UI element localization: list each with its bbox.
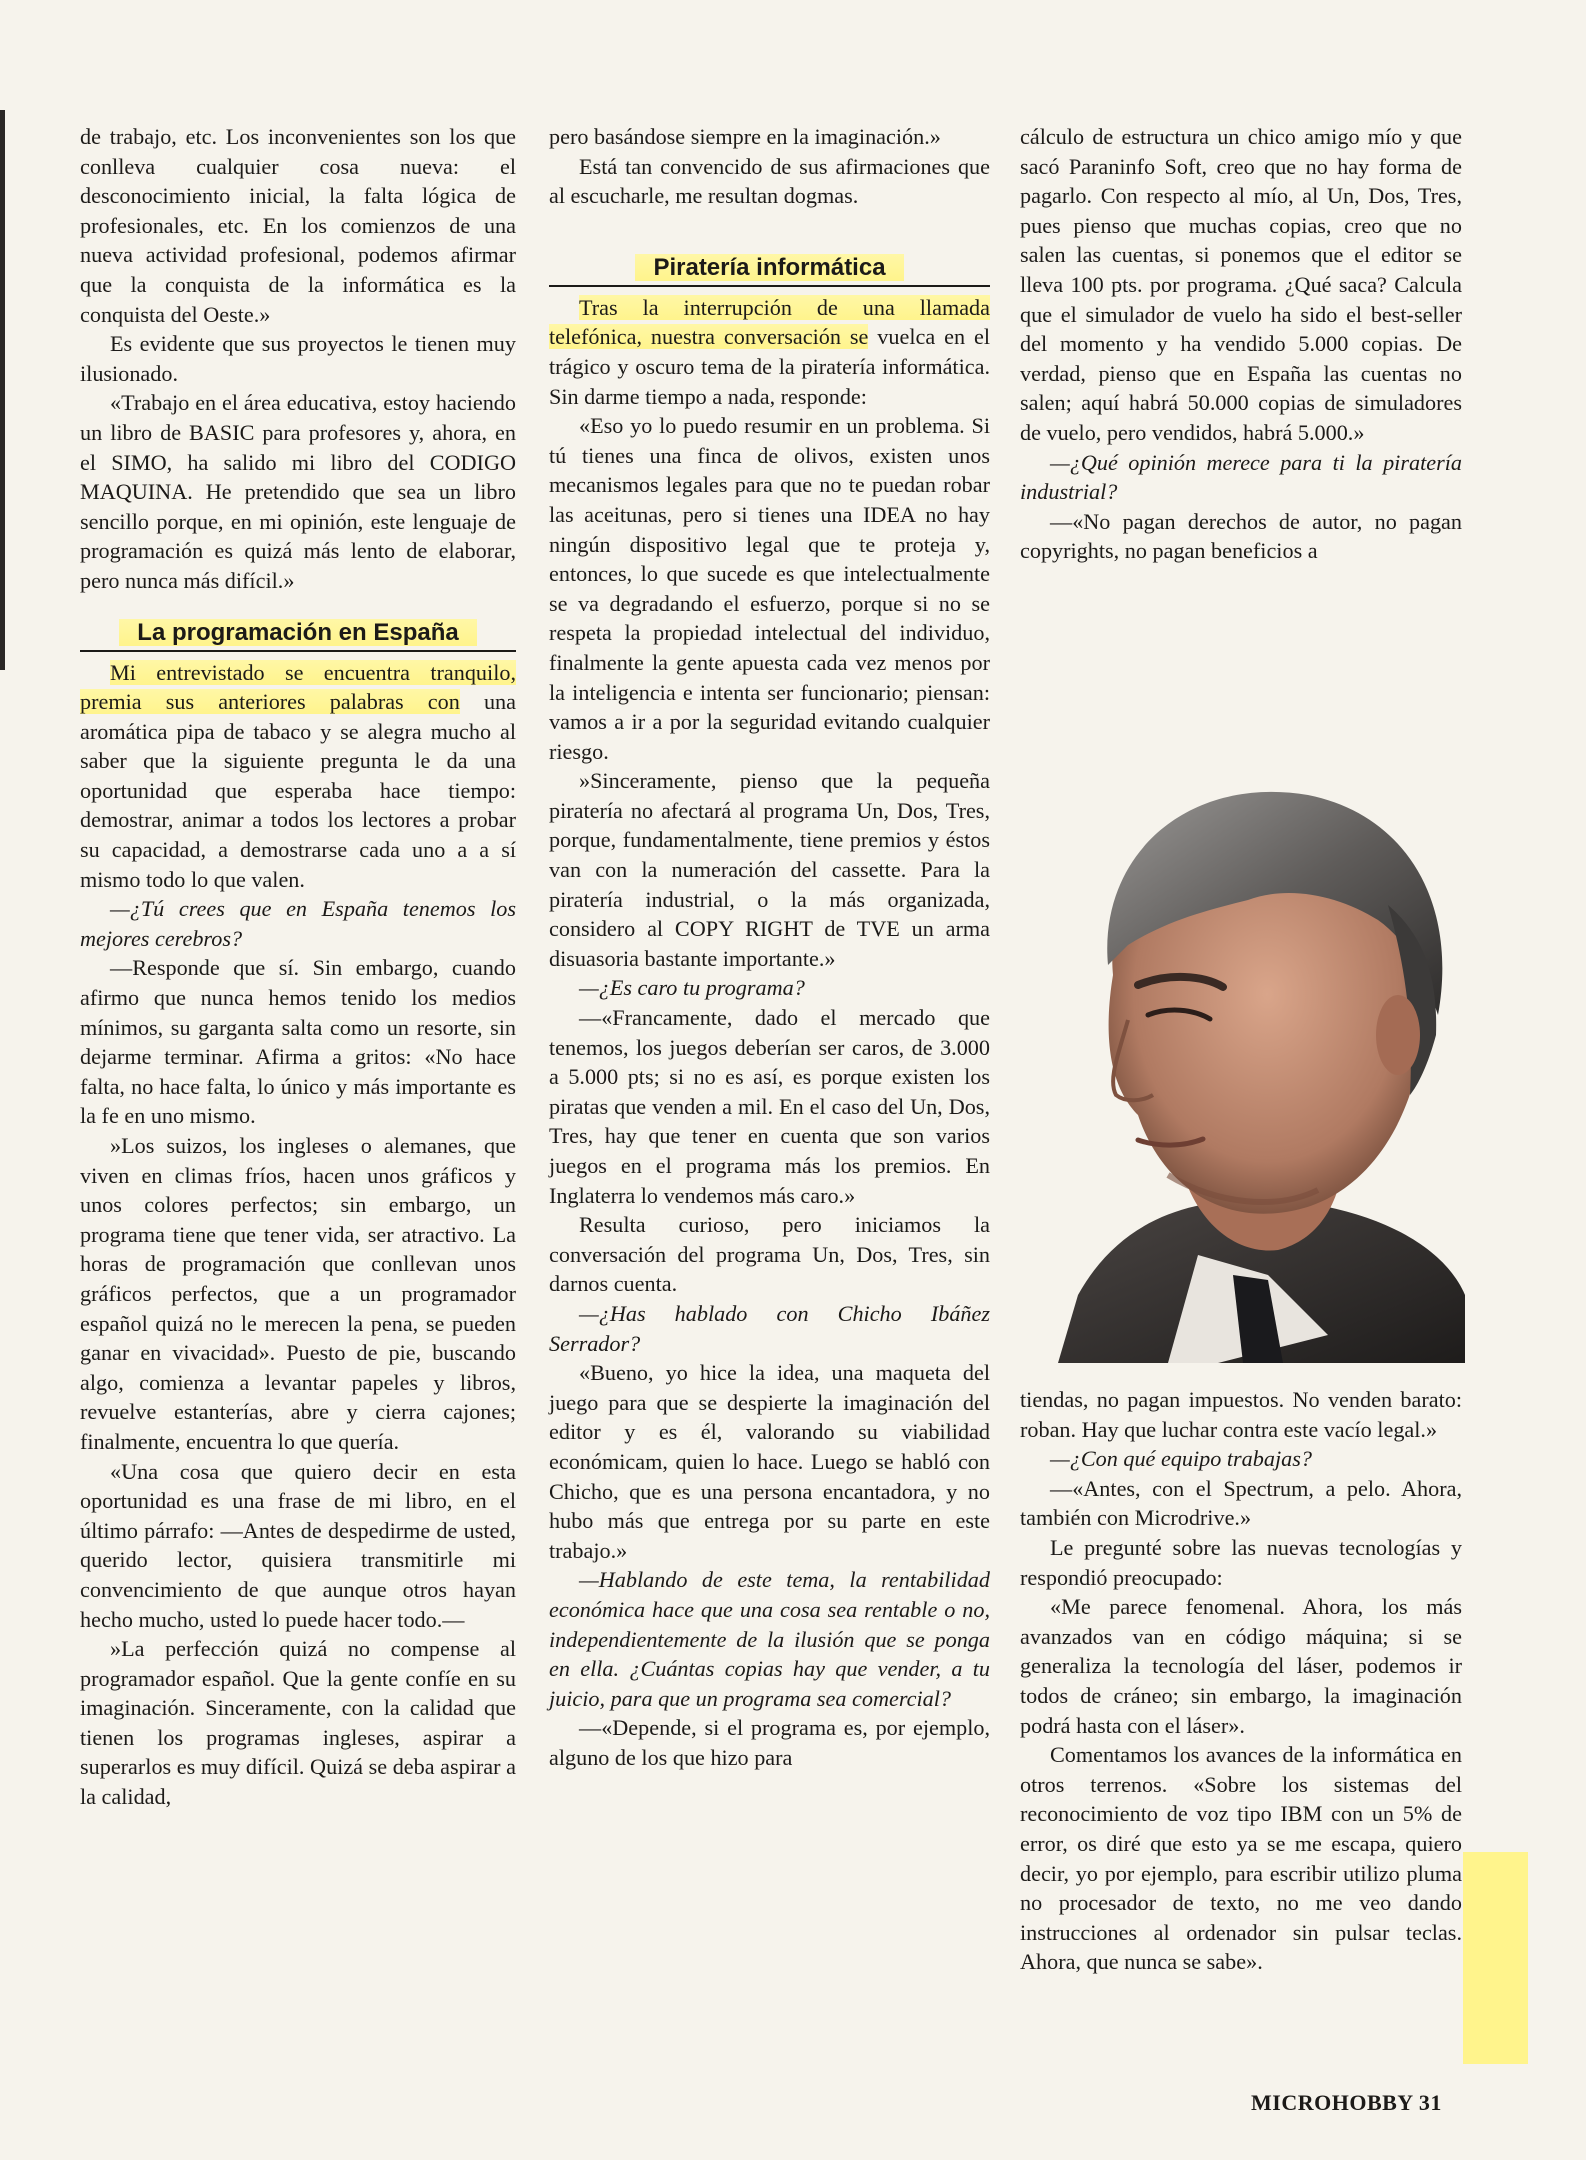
- paragraph: cálculo de estructura un chico amigo mío y que sacó Paraninfo Soft, creo que no hay forma de pagarlo. Con respecto al mío, al Un, Dos, Tres, pues pienso que muchas copias, creo que no salen las cuentas, si ponemos que el editor se lleva 100 pts. por programa. ¿Qué saca? Calcula que el simulador de vuelo ha sido el best-seller del momento y ha vendido 5.000 copias. De verdad, pienso que en España las cuentas no salen; aquí habrá 50.000 copias de simuladores de vuelo, pero vendidos, habrá 5.000.»: [1020, 124, 1462, 445]
- page-number: 31: [1418, 2090, 1442, 2115]
- page-edge-shadow: [0, 110, 5, 670]
- page-footer: [1251, 2090, 1442, 2116]
- paragraph: Resulta curioso, pero iniciamos la conversación del programa Un, Dos, Tres, sin darnos cuenta.: [549, 1212, 990, 1297]
- paragraph: Es evidente que sus proyectos le tienen muy ilusionado.: [80, 331, 516, 386]
- section-heading-pirateria: [549, 253, 990, 287]
- interviewee-portrait-photo: [1018, 735, 1465, 1363]
- paragraph: «Una cosa que quiero decir en esta oportunidad es una frase de mi libro, en el último párrafo: —Antes de despedirme de usted, querido lector, quisiera transmitirle mi convencimiento de que aunque otros hayan hecho mucho, usted lo puede hacer todo.—: [80, 1458, 516, 1632]
- paragraph-text: vuelca en el trágico y oscuro tema de la piratería informática. Sin darme tiempo a nada, responde:: [549, 324, 990, 409]
- paragraph: »Sinceramente, pienso que la pequeña piratería no afectará al programa Un, Dos, Tres, porque, fundamentalmente, tiene premios y éstos van con la numeración del cassette. Para la piratería industrial, o la más organizada, considero al COPY RIGHT de TVE un arma disuasoria bastante importante.»: [549, 768, 990, 971]
- heading-text: La programación en España: [119, 619, 476, 646]
- interview-question: —Hablando de este tema, la rentabilidad económica hace que una cosa sea rentable o no, independientemente de la ilusión que se ponga en ella. ¿Cuántas copias hay que vender, a tu juicio, para que un programa sea comercial?: [549, 1567, 990, 1711]
- heading-text: Piratería informática: [635, 254, 903, 281]
- paragraph: —«Francamente, dado el mercado que tenemos, los juegos deberían ser caros, de 3.000 a 5.000 pts; si no es así, es porque existen los piratas que venden a mil. En el caso del Un, Dos, Tres, hay que tener en cuenta que son varios juegos en el programa más los premios. En Inglaterra lo vendemos más caro.»: [549, 1005, 990, 1208]
- paragraph: «Trabajo en el área educativa, estoy haciendo un libro de BASIC para profesores y, ahora, en el SIMO, ha salido mi libro del CODIGO MAQUINA. He pretendido que sea un libro sencillo porque, en mi opinión, este lenguaje de programación es quizá más lento de elaborar, pero nunca más difícil.»: [80, 390, 516, 593]
- yellow-edge-tab: [1463, 1852, 1528, 2064]
- portrait-illustration: [1018, 735, 1465, 1363]
- interview-question: —¿Tú crees que en España tenemos los mejores cerebros?: [80, 896, 516, 951]
- paragraph: Le pregunté sobre las nuevas tecnologías y respondió preocupado:: [1020, 1534, 1462, 1590]
- paragraph: Comentamos los avances de la informática en otros terrenos. «Sobre los sistemas del reconocimiento de voz tipo IBM con un 5% de error, os diré que esto ya se me escapa, quiero decir, yo por ejemplo, para escribir utilizo pluma no procesador de texto, no me veo dando instrucciones al ordenador sin pulsar teclas. Ahora, que nunca se sabe».: [1020, 1742, 1462, 1975]
- highlighted-text: Mi entrevistado se encuentra tranquilo, premia sus anteriores palabras con: [80, 659, 516, 715]
- paragraph: —«No pagan derechos de autor, no pagan copyrights, no pagan beneficios a: [1020, 508, 1462, 564]
- paragraph: —«Antes, con el Spectrum, a pelo. Ahora, también con Microdrive.»: [1020, 1475, 1462, 1531]
- paragraph: Está tan convencido de sus afirmaciones que al escucharle, me resultan dogmas.: [549, 153, 990, 209]
- paragraph: «Eso yo lo puedo resumir en un problema. Si tú tienes una finca de olivos, existen unos mecanismos legales para que no te puedan robar las aceitunas, pero si tienes una IDEA no hay ningún dispositivo legal que te proteja y, entonces, lo que sucede es que intelectualmente se va degradando el esfuerzo, porque si no se respeta la propiedad intelectual del individuo, finalmente la gente apuesta cada vez menos por la inteligencia e intenta ser funcionario; piensan: vamos a ir a por la seguridad evitando cualquier riesgo.: [549, 413, 990, 764]
- paragraph: —«Depende, si el programa es, por ejemplo, alguno de los que hizo para: [549, 1715, 990, 1770]
- paragraph: —Responde que sí. Sin embargo, cuando afirmo que nunca hemos tenido los medios mínimos, su garganta salta como un resorte, sin dejarme terminar. Afirma a gritos: «No hace falta, no hace falta, lo único y más importante es la fe en uno mismo.: [80, 955, 516, 1129]
- text-column-3-top: [1020, 122, 1462, 566]
- interview-question: —¿Es caro tu programa?: [579, 975, 805, 1001]
- paragraph: [80, 658, 516, 895]
- text-column-3-bottom: [1020, 1385, 1462, 1977]
- text-column-1: [80, 122, 516, 1812]
- highlighted-text: Tras la interrupción de una llamada telefónica, nuestra conversación se: [549, 294, 990, 350]
- paragraph: tiendas, no pagan impuestos. No venden barato: roban. Hay que luchar contra este vacío legal.»: [1020, 1387, 1462, 1442]
- interview-question: —¿Con qué equipo trabajas?: [1050, 1446, 1312, 1472]
- interview-question: —¿Qué opinión merece para ti la piratería industrial?: [1020, 449, 1462, 505]
- paragraph: de trabajo, etc. Los inconvenientes son los que conlleva cualquier cosa nueva: el desconocimiento inicial, la falta lógica de profesionales, etc. En los comienzos de una nueva actividad profesional, podemos afirmar que la conquista de la informática es la conquista del Oeste.»: [80, 124, 516, 327]
- paragraph: »La perfección quizá no compense al programador español. Que la gente confíe en su imaginación. Sinceramente, con la calidad que tienen los programas ingleses, aspirar a superarlos es muy difícil. Quizá se deba aspirar a la calidad,: [80, 1636, 516, 1810]
- paragraph-text: una aromática pipa de tabaco y se alegra mucho al saber que la siguiente pregunta le da una oportunidad que esperaba hace tiempo: demostrar, animar a todos los lectores a probar su capacidad, a demostrarse cada uno a a sí mismo todo lo que valen.: [80, 689, 516, 892]
- section-heading-programacion: [80, 618, 516, 652]
- interview-question: —¿Has hablado con Chicho Ibáñez Serrador?: [549, 1300, 990, 1356]
- paragraph: «Me parece fenomenal. Ahora, los más avanzados van en código máquina; si se generaliza la tecnología del láser, podemos ir todos de cráneo; sin embargo, la imaginación podrá hasta con el láser».: [1020, 1594, 1462, 1738]
- paragraph: [549, 293, 990, 411]
- magazine-name: MICROHOBBY: [1251, 2090, 1413, 2115]
- paragraph: «Bueno, yo hice la idea, una maqueta del juego para que se despierte la imaginación del editor y es él, valorando su viabilidad económicam, quien lo hace. Luego se habló con Chicho, que es una persona encantadora, y no hubo más que entrega por su parte en este trabajo.»: [549, 1360, 990, 1563]
- paragraph: »Los suizos, los ingleses o alemanes, que viven en climas fríos, hacen unos gráficos y unos colores perfectos; sin embargo, un programa tiene que tener vida, ser atractivo. La horas de programación que conllevan unos gráficos perfectos, que a un programador español quizá no le merecen la pena, se pueden ganar en vivacidad». Puesto de pie, buscando algo, comienza a levantar papeles y libros, revuelve estanterías, abre y cierra cajones; finalmente, encuentra lo que quería.: [80, 1133, 516, 1454]
- paragraph: pero basándose siempre en la imaginación.»: [549, 124, 941, 149]
- text-column-2: [549, 122, 990, 1772]
